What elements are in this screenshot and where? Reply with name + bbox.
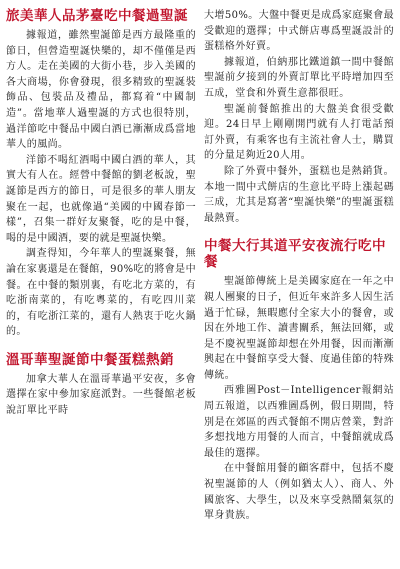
article-paragraph: 洋節不喝紅酒喝中國白酒的華人，其實大有人在。經營中餐館的劉老板說，聖誕節是西方的節日，可是很多的華人朋友聚在一起，也就像過“美國的中國春節一樣”，召集一群好友聚餐，吃的是中餐，喝的是中國酒，要的就是聖誕快樂。 (6, 154, 196, 244)
article-paragraph: 大增50%。大盤中餐更是成爲家庭聚會最受歡迎的選擇；中式餅店專爲聖誕設計的蛋糕格外好賣。 (204, 10, 394, 53)
headline-vancouver-cake: 溫哥華聖誕節中餐蛋糕熱銷 (6, 351, 174, 368)
article-paragraph: 據報道，伯納那比鐵道鎮一間中餐館聖誕前夕接到的外賣訂單比平時增加四至五成，堂食和外賣生意都很旺。 (204, 56, 394, 99)
article-paragraph: 聖誕節傳統上是美國家庭在一年之中親人團聚的日子，但近年來許多人因生活過于忙碌，無暇應付全家大小的餐會，或因在外地工作、讀書關系，無法回鄉，或是不慶祝聖誕節却想在外用餐，因而漸漸興起在中餐館享受大餐、度過佳節的特殊傳統。 (204, 276, 394, 381)
article-paragraph: 除了外賣中餐外，蛋糕也是熱銷貨。本地一間中式餅店的生意比平時上漲起碼三成，尤其是寫著“聖誕快樂”的聖誕蛋糕最熱賣。 (204, 165, 394, 224)
left-column (6, 8, 196, 565)
article-paragraph: 西雅圖Post－Intelligencer報網站周五報道，以西雅圖爲例，假日期間，特別是在郊區的西式餐館不開店營業，對許多想找地方用餐的人而言，中餐館就成爲最佳的選擇。 (204, 385, 394, 459)
article-paragraph: 加拿大華人在溫哥華過平安夜，多會選擇在家中參加家庭派對。一些餐館老板說訂單比平時 (6, 373, 196, 417)
article-paragraph: 據報道，雖然聖誕節是西方最隆重的節日，但營造聖誕快樂的，却不僅僅是西方人。走在美國的大街小巷，步入美國的各大商場，你會發現，很多精致的聖誕裝飾品、包裝品及禮品，都寫着“中國制造”。當地華人過聖誕的方式也很特別，過洋節吃中餐品中國白酒已漸漸成爲當地華人的風尚。 (6, 30, 196, 151)
headline-chinese-food-christmas-eve: 中餐大行其道平安夜流行吃中餐 (204, 238, 386, 271)
article-paragraph: 在中餐館用餐的顧客群中，包括不慶祝聖誕節的人（例如猶太人）、商人、外國旅客、大學生，以及來享受熱鬧氣氛的單身貴族。 (204, 463, 394, 522)
article-paragraph: 聖誕前餐館推出的大盤美食很受歡迎。24日早上剛剛開門就有人打電話預訂外賣，有乘客也有主流社會人士，購買的分量足夠近20人用。 (204, 103, 394, 162)
article-paragraph: 調查得知，今年華人的聖誕聚餐，無論在家裏還是在餐館，90%吃的將會是中餐。在中餐的類別裏，有吃北方菜的，有吃浙南菜的，有吃粵菜的，有吃四川菜的，有吃浙江菜的，還有人熱衷于吃火鍋的。 (6, 248, 196, 338)
columns (6, 8, 394, 565)
headline-maotai-christmas: 旅美華人品茅臺吃中餐過聖誕 (6, 8, 188, 24)
right-column (204, 8, 394, 565)
